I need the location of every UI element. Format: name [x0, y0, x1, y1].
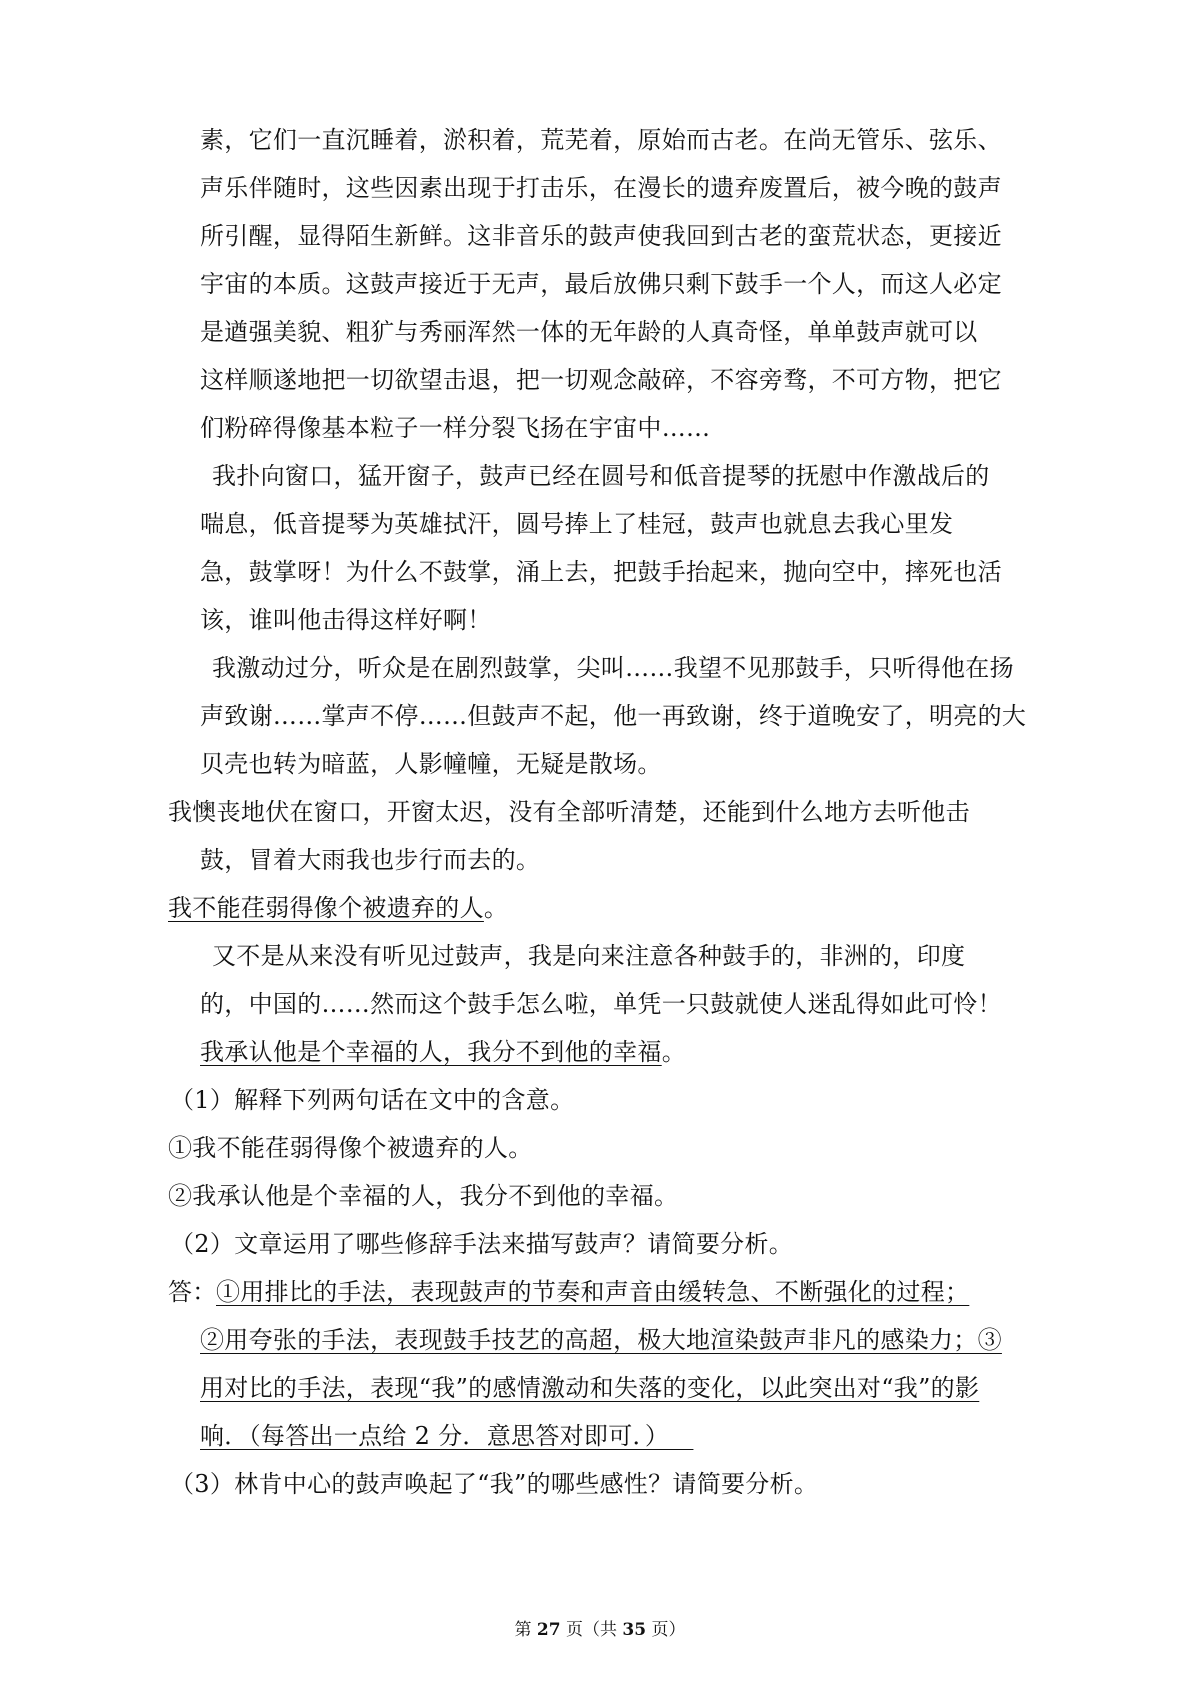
paragraph-first-line: 我激动过分，听众是在剧烈鼓掌，尖叫……我望不见那鼓手，只听得他在扬: [212, 654, 1014, 682]
question-1-item-2: ②我承认他是个幸福的人，我分不到他的幸福。: [168, 1182, 679, 1210]
footer-prefix: 第: [514, 1620, 537, 1640]
text-line: 所引醒，显得陌生新鲜。这非音乐的鼓声使我回到古老的蛮荒状态，更接近: [200, 222, 1002, 250]
text-line: 喘息，低音提琴为英雄拭汗，圆号捧上了桂冠，鼓声也就息去我心里发: [200, 510, 954, 538]
question-3: （3）林肯中心的鼓声唤起了“我”的哪些感性？请简要分析。: [170, 1470, 819, 1498]
text-line: 声乐伴随时，这些因素出现于打击乐，在漫长的遗弃废置后，被今晚的鼓声: [200, 174, 1002, 202]
underlined-text: 我承认他是个幸福的人，我分不到他的幸福: [200, 1038, 662, 1066]
underlined-text: 响．（每答出一点给 2 分．意思答对即可．）: [200, 1422, 694, 1450]
answer-line: [200, 1419, 693, 1453]
answer-line: 用对比的手法，表现“我”的感情激动和失落的变化，以此突出对“我”的影: [200, 1374, 980, 1402]
text-line: 是遒强美貌、粗犷与秀丽浑然一体的无年龄的人真奇怪，单单鼓声就可以: [200, 318, 978, 346]
underlined-sentence-1: [168, 891, 508, 925]
underlined-sentence-2: [200, 1035, 686, 1069]
text-line: 素，它们一直沉睡着，淤积着，荒芜着，原始而古老。在尚无管乐、弦乐、: [200, 126, 1002, 154]
question-1-item-1: ①我不能荏弱得像个被遗弃的人。: [168, 1134, 533, 1162]
footer-suffix: 页）: [646, 1620, 686, 1640]
question-1: （1）解释下列两句话在文中的含意。: [170, 1086, 575, 1114]
period: 。: [483, 894, 509, 922]
paragraph-first-line: 我扑向窗口，猛开窗子，鼓声已经在圆号和低音提琴的抚慰中作激战后的: [212, 462, 990, 490]
text-line: 该，谁叫他击得这样好啊！: [200, 606, 492, 634]
text-line: 的，中国的……然而这个鼓手怎么啦，单凭一只鼓就使人迷乱得如此可怜！: [200, 990, 1002, 1018]
period: 。: [661, 1038, 687, 1066]
text-line: 贝壳也转为暗蓝，人影幢幢，无疑是散场。: [200, 750, 662, 778]
underlined-text: 我不能荏弱得像个被遗弃的人: [168, 894, 484, 922]
text-line: 这样顺遂地把一切欲望击退，把一切观念敲碎，不容旁骛，不可方物，把它: [200, 366, 1002, 394]
question-2: （2）文章运用了哪些修辞手法来描写鼓声？请简要分析。: [170, 1230, 794, 1258]
answer-line: ②用夸张的手法，表现鼓手技艺的高超，极大地渲染鼓声非凡的感染力；③: [200, 1326, 1002, 1354]
footer-middle: 页（共: [560, 1620, 623, 1640]
text-line: 声致谢……掌声不停……但鼓声不起，他一再致谢，终于道晚安了，明亮的大: [200, 702, 1027, 730]
paragraph-first-line: 又不是从来没有听见过鼓声，我是向来注意各种鼓手的，非洲的，印度: [212, 942, 966, 970]
page-number: 27: [536, 1620, 561, 1640]
total-pages: 35: [622, 1620, 647, 1640]
text-line: 鼓，冒着大雨我也步行而去的。: [200, 846, 541, 874]
text-line: 们粉碎得像基本粒子一样分裂飞扬在宇宙中……: [200, 414, 711, 442]
text-line: 宇宙的本质。这鼓声接近于无声，最后放佛只剩下鼓手一个人，而这人必定: [200, 270, 1002, 298]
text-line: 我懊丧地伏在窗口，开窗太迟，没有全部听清楚，还能到什么地方去听他击: [168, 798, 970, 826]
answer-label: 答：: [168, 1278, 217, 1306]
answer-line: ①用排比的手法，表现鼓声的节奏和声音由缓转急、不断强化的过程；: [216, 1278, 970, 1306]
text-line: 急，鼓掌呀！为什么不鼓掌，涌上去，把鼓手抬起来，抛向空中，摔死也活: [200, 558, 1002, 586]
page-footer: [0, 1618, 1200, 1642]
